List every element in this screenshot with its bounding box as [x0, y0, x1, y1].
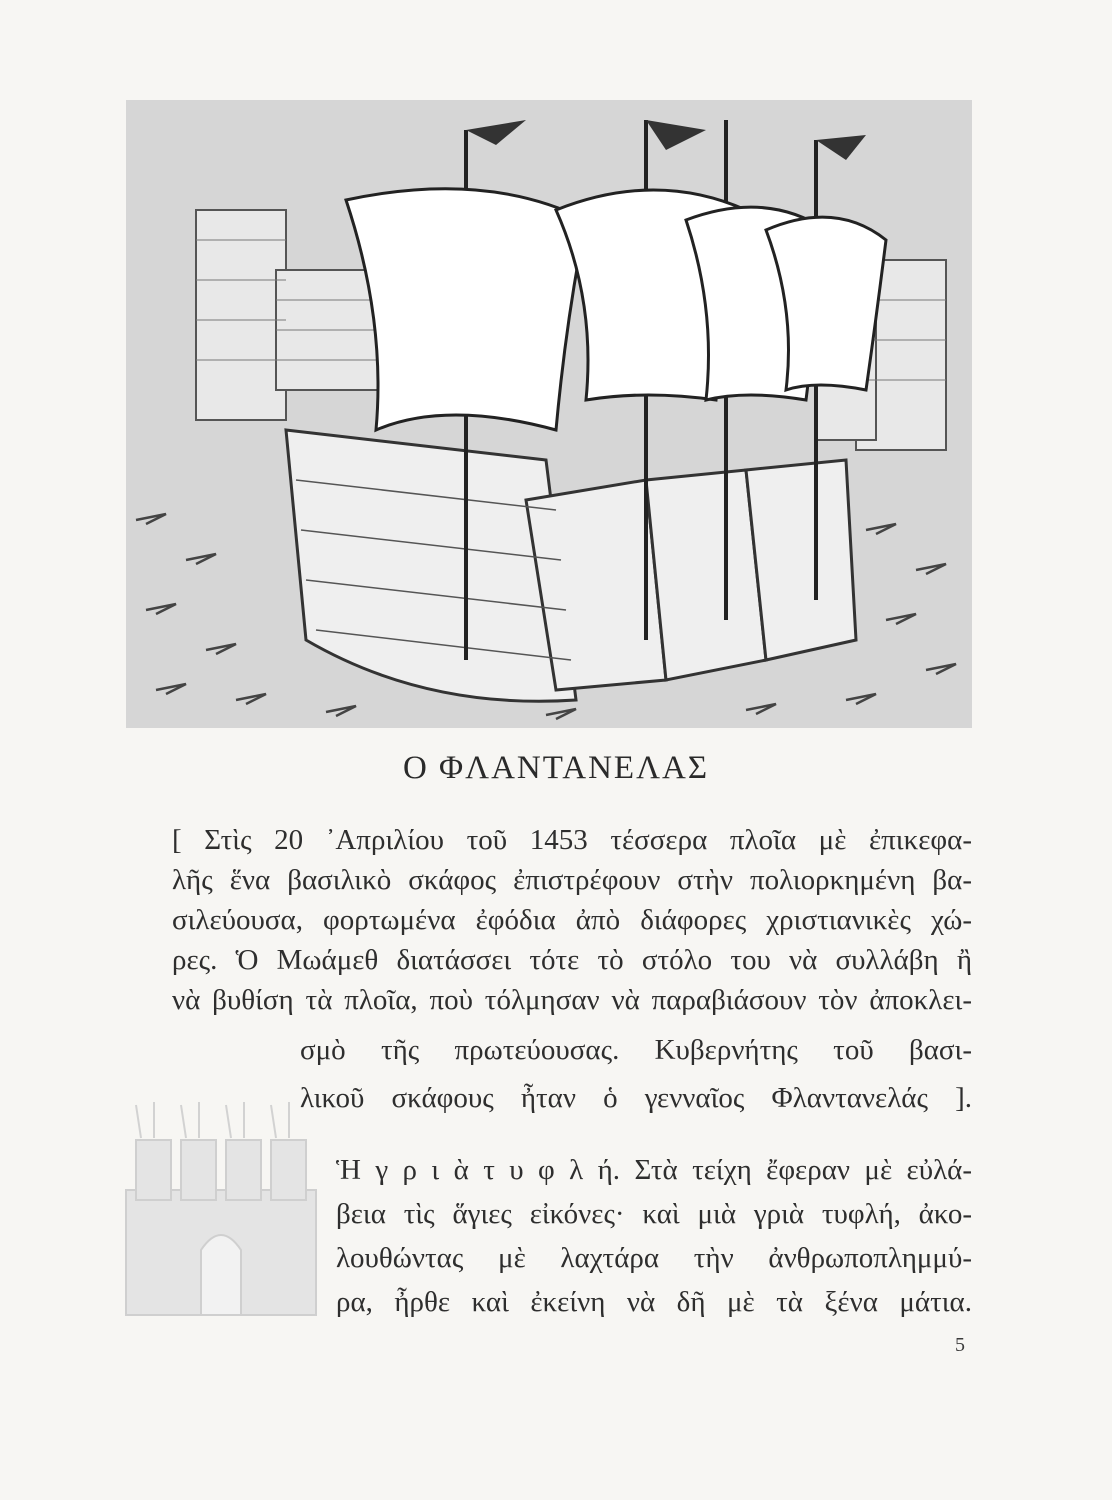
intro-line: σμὸ τῆς πρωτεύουσας. Κυβερνήτης τοῦ βασι-: [300, 1034, 972, 1066]
body-line: βεια τὶς ἅγιες εἰκόνες· καὶ μιὰ γριὰ τυφλή, ἀκο-: [336, 1198, 972, 1230]
intro-line: νὰ βυθίση τὰ πλοῖα, ποὺ τόλμησαν νὰ παραβιάσουν τὸν ἀποκλει-: [172, 984, 972, 1016]
castle-ornament-icon: [116, 1100, 324, 1318]
body-line: Ἡ γ ρ ι ὰ τ υ φ λ ή. Στὰ τείχη ἔφεραν μὲ εὐλά-: [336, 1154, 972, 1186]
body-line: λουθώντας μὲ λαχτάρα τὴν ἀνθρωποπλημμύ-: [336, 1242, 972, 1274]
intro-line: ρες. Ὁ Μωάμεθ διατάσσει τότε τὸ στόλο του νὰ συλλάβη ἢ: [172, 944, 972, 976]
page-number: 5: [955, 1334, 965, 1356]
page-title: Ο ΦΛΑΝΤΑΝΕΛΑΣ: [402, 750, 710, 786]
body-line: ρα, ἦρθε καὶ ἐκείνη νὰ δῆ μὲ τὰ ξένα μάτια.: [336, 1286, 972, 1318]
ship-woodcut-illustration: [126, 100, 972, 728]
intro-line: σιλεύουσα, φορτωμένα ἐφόδια ἀπὸ διάφορες χριστιανικὲς χώ-: [172, 904, 972, 936]
intro-line: λικοῦ σκάφους ἦταν ὁ γενναῖος Φλαντανελάς ].: [300, 1082, 972, 1114]
intro-line: [ Στὶς 20 ᾿Απριλίου τοῦ 1453 τέσσερα πλοῖα μὲ ἐπικεφα-: [172, 824, 972, 856]
intro-line: λῆς ἕνα βασιλικὸ σκάφος ἐπιστρέφουν στὴν πολιορκημένη βα-: [172, 864, 972, 896]
